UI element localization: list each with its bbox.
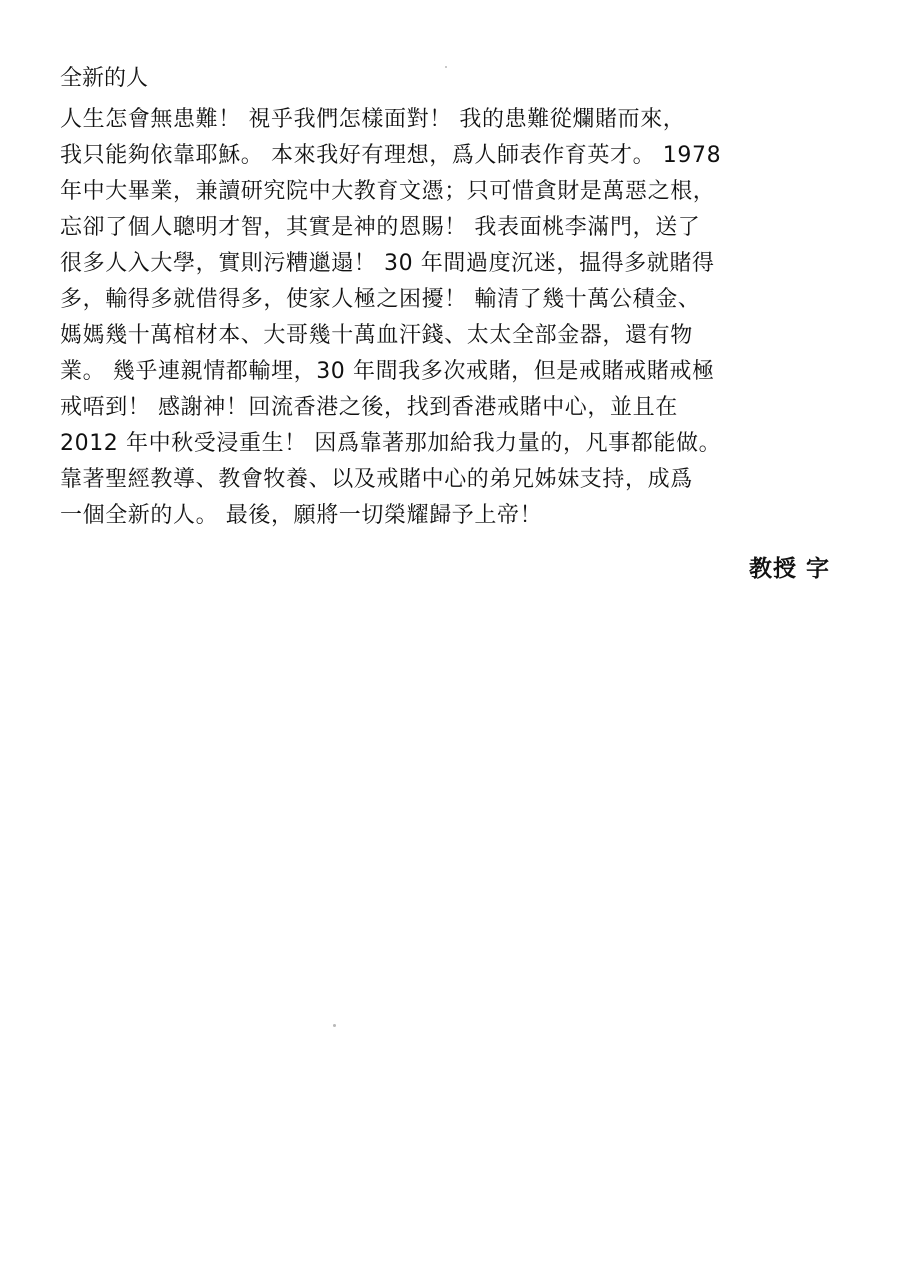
body-line: 年中大畢業，兼讀研究院中大教育文憑；只可惜貪財是萬惡之根，	[60, 179, 716, 204]
body-line: 多，輸得多就借得多，使家人極之困擾！ 輸清了幾十萬公積金、	[60, 287, 701, 312]
body-line: 一個全新的人。 最後，願將一切榮耀歸予上帝！	[60, 503, 543, 528]
body-line: 人生怎會無患難！ 視乎我們怎樣面對！ 我的患難從爛賭而來，	[60, 107, 686, 132]
body-line: 業。 幾乎連親情都輸埋，30 年間我多次戒賭，但是戒賭戒賭戒極	[60, 359, 715, 384]
scan-speck	[445, 66, 447, 68]
body-line: 忘卻了個人聰明才智，其實是神的恩賜！ 我表面桃李滿門，送了	[60, 215, 701, 240]
body-line: 2012 年中秋受浸重生！ 因爲靠著那加給我力量的，凡事都能做。	[60, 431, 722, 456]
scan-speck	[333, 1024, 336, 1027]
author-signature: 教授 字	[748, 556, 830, 582]
document-title: 全新的人	[60, 66, 149, 91]
testimony-body	[60, 102, 840, 534]
body-line: 靠著聖經教導、教會牧養、以及戒賭中心的弟兄姊妹支持，成爲	[60, 467, 693, 492]
body-line: 我只能夠依靠耶穌。 本來我好有理想，爲人師表作育英才。 1978	[60, 143, 722, 168]
body-line: 很多人入大學，實則污糟邋遢！ 30 年間過度沉迷，揾得多就賭得	[60, 251, 715, 276]
body-line: 戒唔到！ 感謝神！回流香港之後，找到香港戒賭中心，並且在	[60, 395, 678, 420]
body-line: 媽媽幾十萬棺材本、大哥幾十萬血汗錢、太太全部金器，還有物	[60, 323, 693, 348]
